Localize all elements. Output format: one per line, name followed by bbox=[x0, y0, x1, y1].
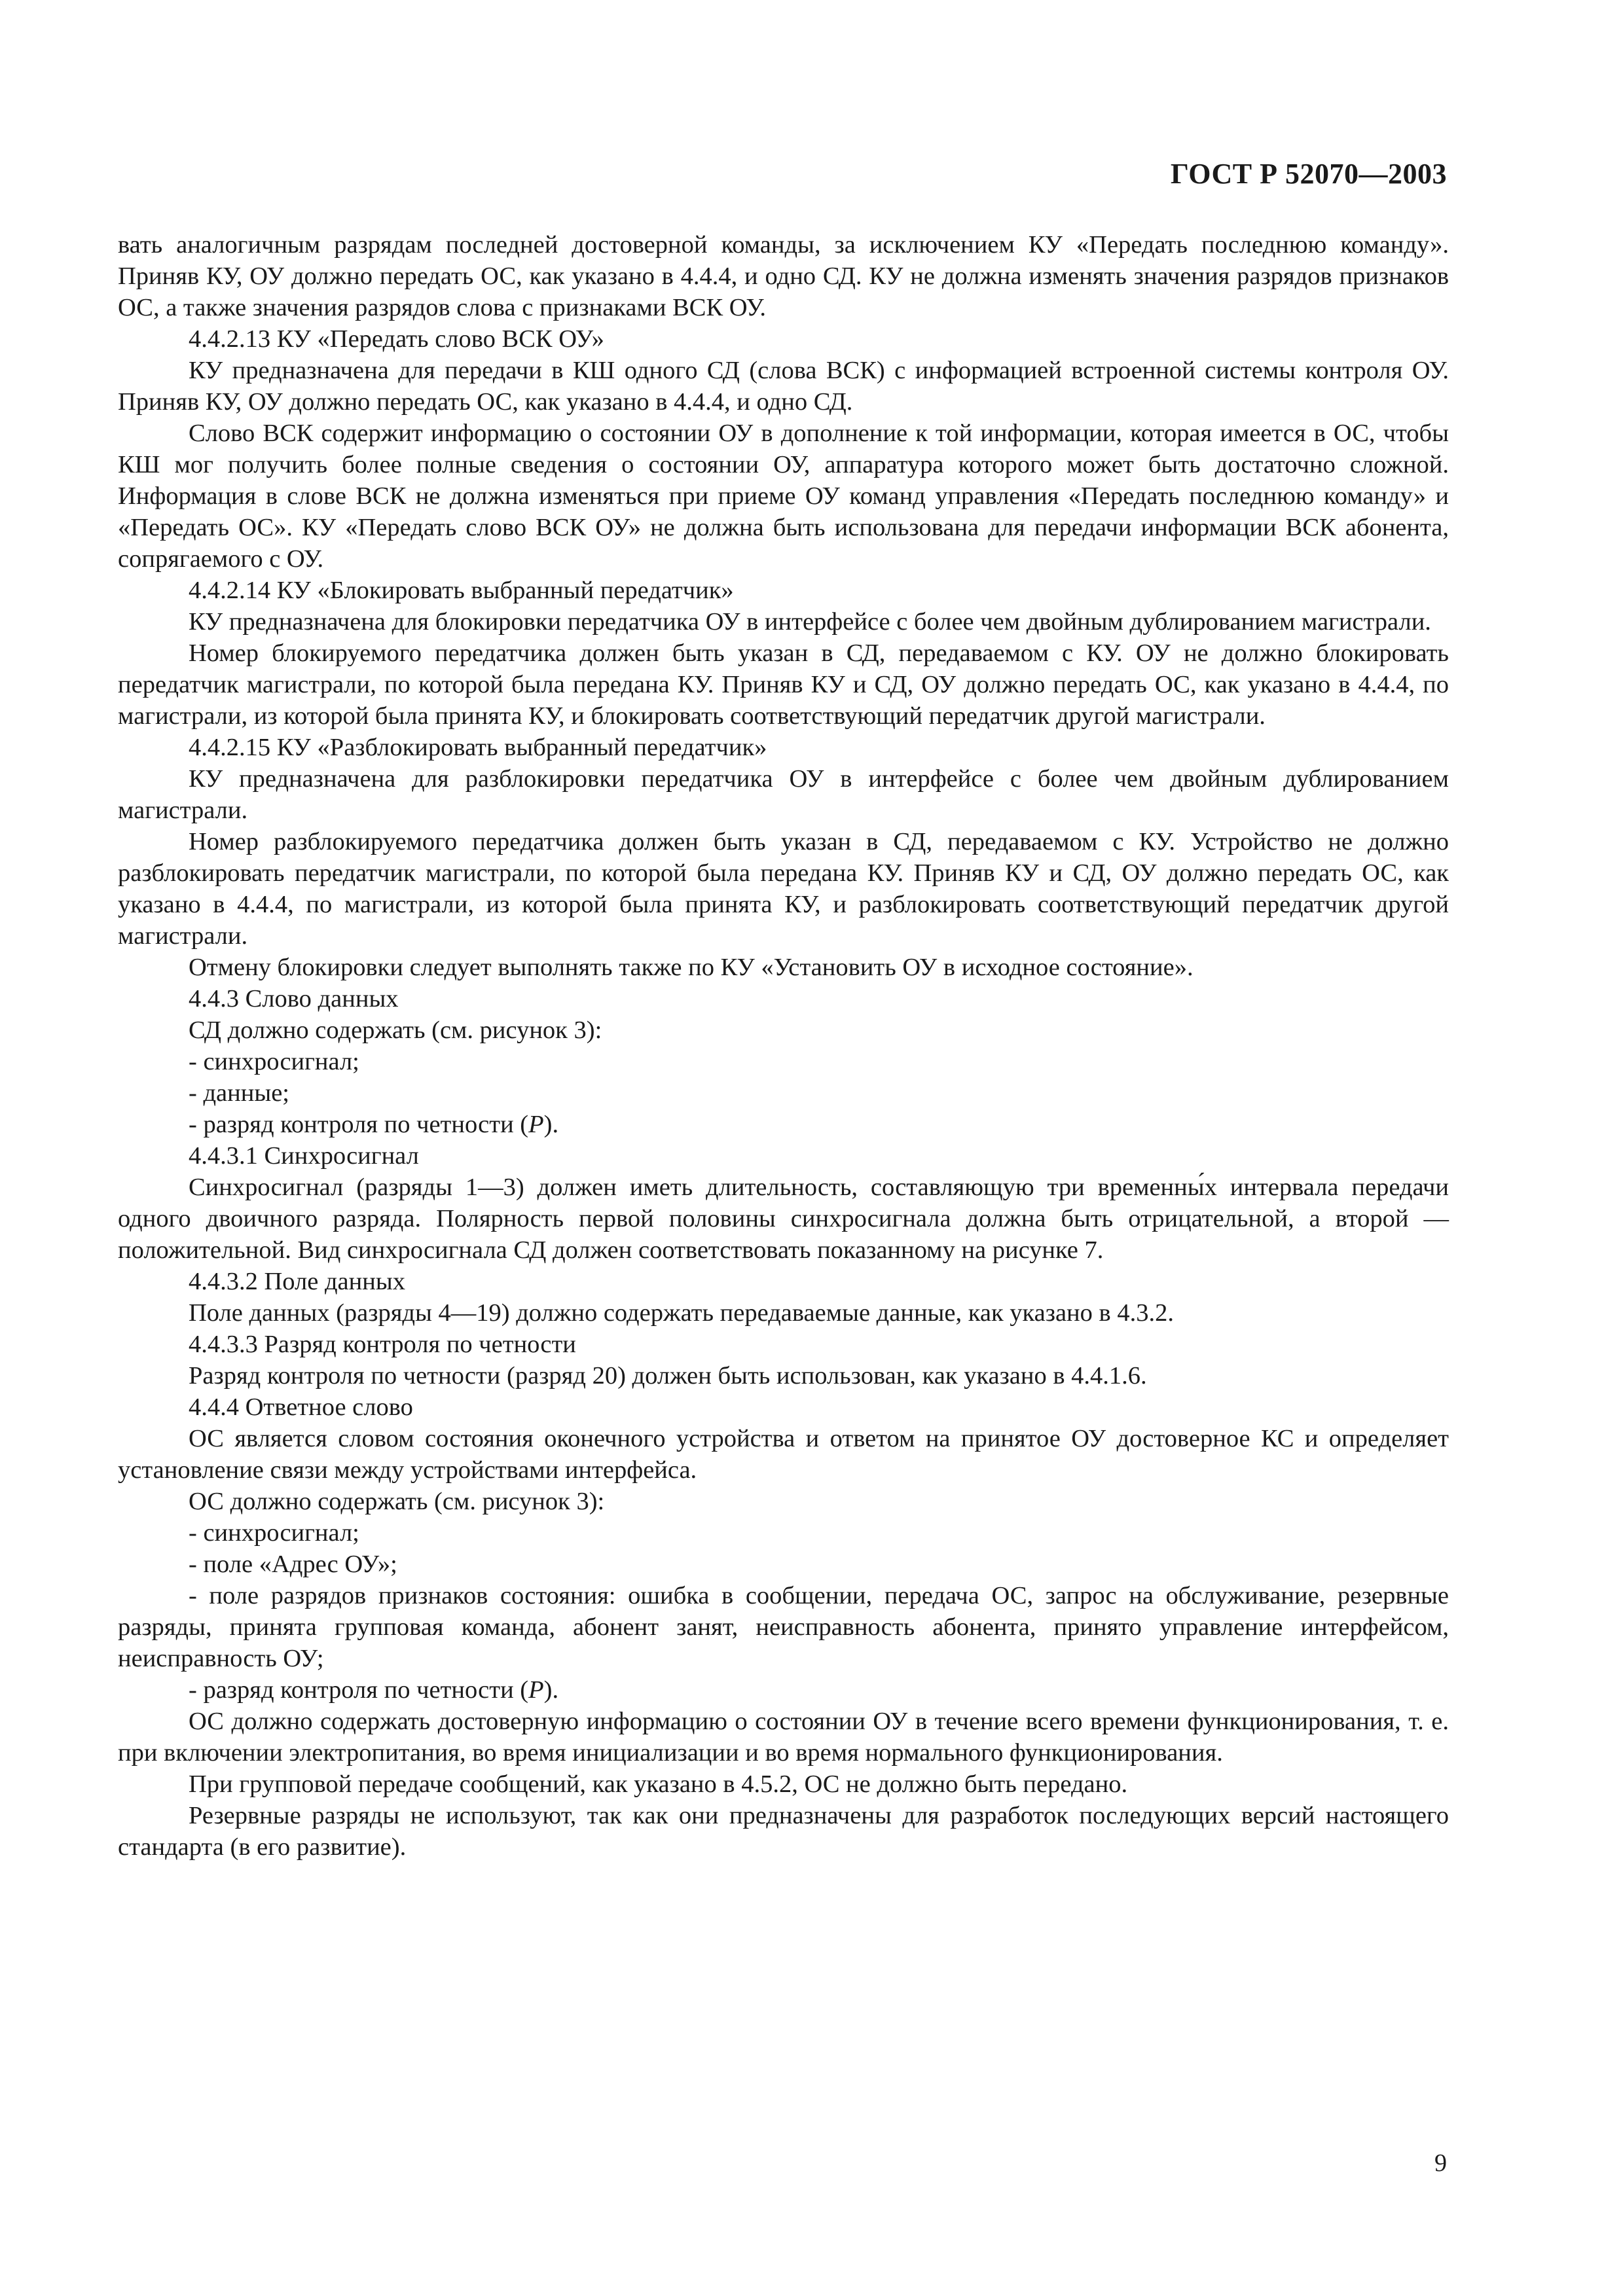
paragraph: Резервные разряды не используют, так как они предназначены для разработок последующих версий настоящего стандарта (в его развитие). bbox=[118, 1802, 1449, 1861]
list-item: - синхросигнал; bbox=[189, 1048, 359, 1075]
section-heading: 4.4.2.13 КУ «Передать слово ВСК ОУ» bbox=[189, 325, 604, 353]
list-item-text: - разряд контроля по четности ( bbox=[189, 1676, 529, 1704]
section-heading: 4.4.3.3 Разряд контроля по четности bbox=[189, 1331, 576, 1358]
list-item: - синхросигнал; bbox=[189, 1519, 359, 1547]
section-heading: 4.4.2.14 КУ «Блокировать выбранный передатчик» bbox=[189, 577, 734, 604]
section-heading: 4.4.3.2 Поле данных bbox=[189, 1268, 405, 1295]
paragraph: Слово ВСК содержит информацию о состоянии ОУ в дополнение к той информации, которая имеется в ОС, чтобы КШ мог получить более полные сведения о состоянии ОУ, аппаратура которого может быть достаточно сложной. Информация в слове ВСК не должна изменяться при приеме ОУ команд управления «Передать последнюю команду» и «Передать ОС». КУ «Передать слово ВСК ОУ» не должна быть использована для передачи информации ВСК абонента, сопрягаемого с ОУ. bbox=[118, 420, 1449, 573]
paragraph: КУ предназначена для передачи в КШ одного СД (слова ВСК) с информацией встроенной системы контроля ОУ. Приняв КУ, ОУ должно передать ОС, как указано в 4.4.4, и одно СД. bbox=[118, 357, 1449, 416]
document-body bbox=[118, 229, 1449, 1863]
paragraph: ОС должно содержать (см. рисунок 3): bbox=[189, 1488, 605, 1515]
paragraph: Поле данных (разряды 4—19) должно содержать передаваемые данные, как указано в 4.3.2. bbox=[189, 1299, 1174, 1327]
document-header: ГОСТ Р 52070—2003 bbox=[1170, 158, 1447, 190]
paragraph: ОС должно содержать достоверную информацию о состоянии ОУ в течение всего времени функционирования, т. е. при включении электропитания, во время инициализации и во время нормального функционирования. bbox=[118, 1708, 1449, 1767]
paragraph: КУ предназначена для блокировки передатчика ОУ в интерфейсе с более чем двойным дублированием магистрали. bbox=[189, 608, 1431, 636]
parity-symbol: P bbox=[528, 1111, 544, 1138]
paragraph: Отмену блокировки следует выполнять также по КУ «Установить ОУ в исходное состояние». bbox=[189, 954, 1194, 981]
list-item: - поле «Адрес ОУ»; bbox=[189, 1551, 397, 1578]
list-item-text: ). bbox=[543, 1111, 559, 1138]
paragraph: СД должно содержать (см. рисунок 3): bbox=[189, 1016, 602, 1044]
page-number: 9 bbox=[1434, 2149, 1447, 2177]
paragraph: Номер блокируемого передатчика должен быть указан в СД, передаваемом с КУ. ОУ не должно блокировать передатчик магистрали, по которой была передана КУ. Приняв КУ и СД, ОУ должно передать ОС, как указано в 4.4.4, по магистрали, из которой была принята КУ, и блокировать соответствующий передатчик другой магистрали. bbox=[118, 639, 1449, 730]
paragraph: При групповой передаче сообщений, как указано в 4.5.2, ОС не должно быть передано. bbox=[189, 1770, 1128, 1798]
section-heading: 4.4.3 Слово данных bbox=[189, 985, 399, 1013]
parity-symbol: P bbox=[528, 1676, 544, 1704]
paragraph: ОС является словом состояния оконечного устройства и ответом на принятое ОУ достоверное КС и определяет установление связи между устройствами интерфейса. bbox=[118, 1425, 1449, 1484]
paragraph: Синхросигнал (разряды 1—3) должен иметь длительность, составляющую три временны́х интервала передачи одного двоичного разряда. Полярность первой половины синхросигнала должна быть отрицательной, а второй — положительной. Вид синхросигнала СД должен соответствовать показанному на рисунке 7. bbox=[118, 1174, 1449, 1264]
list-item bbox=[118, 1109, 1449, 1140]
section-heading: 4.4.4 Ответное слово bbox=[189, 1393, 413, 1421]
section-heading: 4.4.3.1 Синхросигнал bbox=[189, 1142, 419, 1170]
paragraph: Номер разблокируемого передатчика должен быть указан в СД, передаваемом с КУ. Устройство не должно разблокировать передатчик магистрали, по которой была передана КУ. Приняв КУ и СД, ОУ должно передать ОС, как указано в 4.4.4, по магистрали, из которой была принята КУ, и разблокировать соответствующий передатчик другой магистрали. bbox=[118, 828, 1449, 950]
list-item bbox=[118, 1674, 1449, 1706]
list-item: - поле разрядов признаков состояния: ошибка в сообщении, передача ОС, запрос на обслуживание, резервные разряды, принята групповая команда, абонент занят, неисправность абонента, принято управление интерфейсом, неисправность ОУ; bbox=[118, 1582, 1449, 1672]
paragraph: КУ предназначена для разблокировки передатчика ОУ в интерфейсе с более чем двойным дублированием магистрали. bbox=[118, 765, 1449, 824]
section-heading: 4.4.2.15 КУ «Разблокировать выбранный передатчик» bbox=[189, 734, 767, 761]
list-item-text: - разряд контроля по четности ( bbox=[189, 1111, 529, 1138]
list-item-text: ). bbox=[543, 1676, 559, 1704]
list-item: - данные; bbox=[189, 1079, 289, 1107]
paragraph: вать аналогичным разрядам последней достоверной команды, за исключением КУ «Передать последнюю команду». Приняв КУ, ОУ должно передать ОС, как указано в 4.4.4, и одно СД. КУ не должна изменять значения разрядов признаков ОС, а также значения разрядов слова с признаками ВСК ОУ. bbox=[118, 231, 1449, 321]
paragraph: Разряд контроля по четности (разряд 20) должен быть использован, как указано в 4.4.1.6. bbox=[189, 1362, 1147, 1390]
